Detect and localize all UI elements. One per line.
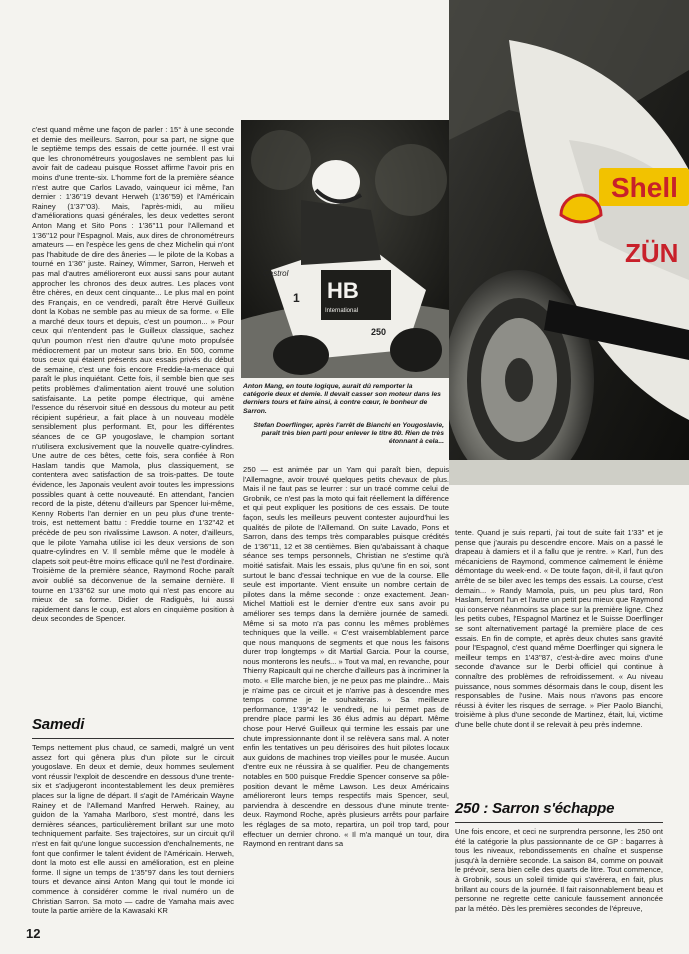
column-1-bottom-text: Temps nettement plus chaud, ce samedi, malgré un vent assez fort qui gênera plus d'un pilote sur le circuit yougoslave. En deux et demie, deux hommes seulement vont réussir l'exploit de descendre en dessous d'une trente-six et s'adjugeront incontestablement les deux premières places sur la ligne de départ. Il s'agit de l'Américain Wayne Rainey et de l'Allemand Manfred Herweh. Rainey, au guidon de la Yamaha Marlboro, s'est montré, dans les dernières séances, particulièrement brillant sur une moto techniquement parfaite. Ses trajectoires, sur un circuit qu'il n'est en fait qu'une longue succession d'enchaînements, ne font que confirmer le talent évident de l'Américain. Herweh, dont la moto est elle aussi en amélioration, est en pleine forme. Il signe un temps de 1'35''97 dans les tout derniers tours et devance ainsi Anton Mang qui tout le monde ici commence à considérer comme le rival numéro un de Christian Sarron. Sa moto — cadre de Yamaha mais avec toute la partie arrière de la Kawasaki KR xyxy=(32,743,234,916)
shell-logo xyxy=(599,168,689,206)
photo-shell-motorcycle xyxy=(449,0,689,485)
caption-anton-mang: Anton Mang, en toute logique, aurait dû remporter la catégorie deux et demie. Il devait casser son moteur dans les derniers tours et faire ainsi, à contre cœur, le bonheur de Sarron. xyxy=(243,383,441,415)
caption-stefan-doerflinger: Stefan Doerflinger, après l'arrêt de Bianchi en Yougoslavie, paraît très bien parti pour enlever le titre 80. Rien de très étonnant à cela... xyxy=(253,422,444,446)
shell-motorcycle-illustration xyxy=(449,0,689,485)
photo-anton-mang xyxy=(241,120,449,378)
heading-250-sarron: 250 : Sarron s'échappe xyxy=(455,800,615,817)
column-3-top-text: tente. Quand je suis reparti, j'ai tout de suite fait 1'33'' et je pense que j'aurais pu descendre encore. Mais on a passé le drapeau à damiers et il a fallu que je rentre. » Karl, l'un des mécaniciens de Raymond, commence calmement le énième démontage du week-end. « De toute façon, dit-il, il faut qu'on arrête de se biler avec les temps des essais. La course, c'est demain... » Randy Mamola, puis, un peu plus tard, Ron Haslam, feront l'un et l'autre un petit peu mieux que Raymond qui conserve néanmoins sa place sur la première ligne. Chez les petits cubes, l'Espagnol Martinez et le Suisse Doerflinger se sont alternativement partagé la première place de ces essais. En fin de compte, et après deux chutes sans gravité pour l'Espagnol, c'est quand même Doerflinger qui signera le meilleur temps en 1'43''87, c'est-à-dire avec moins d'une seconde d'avance sur le Derbi officiel qui continue à connaître des problèmes de refroidissement. « Au niveau puissance, nous sommes désormais dans le coup, disent les responsables de l'usine. Mais nous n'avons pas encore réussi à éviter les risques de serrage. » Pier Paolo Bianchi, troisième à plus d'une seconde de Martinez, était, lui, victime d'une belle chute dont il se relevait à peu près indemne. xyxy=(455,528,663,729)
heading-rule-250 xyxy=(455,822,663,823)
column-3-bottom-text: Une fois encore, et ceci ne surprendra personne, les 250 ont été la catégorie la plus passionnante de ce GP : bagarres à tous les niveaux, rebondissements en chaîne et suspense jusqu'à la dernière seconde. La saison 84, comme on pouvait le prévoir, sera bien celle des quarts de litre. Tout commence, à Grobnik, sous un soleil timide qui s'avérera, en fait, plus brillant au cours de la journée. Il fait raisonnablement beau et personne ne regrette cette canicule faussement annoncée par la météo. Dès les premières secondes de l'épreuve, xyxy=(455,827,663,913)
svg-text:HB: HB xyxy=(327,278,359,303)
svg-text:1: 1 xyxy=(293,291,300,305)
heading-samedi: Samedi xyxy=(32,716,85,733)
column-1-top-text: c'est quand même une façon de parler : 15° à une seconde et demie des meilleurs. Sarron, pour sa part, ne signe que le septième temps des essais de cette journée. Il est vrai que les chronométreurs yougoslaves ne semblent pas lui avoir fait de cadeau puisque Rosset affirme l'avoir pris en moins d'une trente-six. L'homme fort de la première séance n'est autre que Carlos Lavado, vainqueur ici même, l'an dernier : 1'36''19 devant Herweh (1'36''59) et l'Américain Rainey (1'37''03). Mais, l'après-midi, au milieu d'améliorations quasi générales, les deux vedettes seront Anton Mang et Sito Pons : 1'36''11 pour l'Allemand et 1'36''12 pour l'Espagnol. Mais, aux dires de chronométreurs amateurs — en l'espèce les gens de chez Michelin qui n'ont pas l'habitude de dire des âneries — le pilote de la Kobas a tourné en 1'36'' juste. Rainey, Wimmer, Sarron, Herweh et pas mal d'autres amélioreront eux aussi sans pour autant approcher les chronos des deux autres. Les places vont être chères, en deux cent cinquante... Le plus mal en point des Français, en ce vendredi, paraît être Hervé Guilleux dont la Kobas ne semble pas au mieux de sa forme. « Elle a marché deux tours et depuis, c'est un poumon... » Pour ceux qui n'entendent pas le Guilleux classique, sachez qu'un poumon n'est rien d'autre qu'une moto propulsée médiocrement par un moteur sans brio. En 500, comme tous ceux qui étaient présents aux essais privés du début de semaine, c'est une fois encore Freddie-la-menace qui paraît le plus inquiétant. Cette fois, il semble bien que ses petits problèmes d'alimentation aient trouvé une solution satisfaisante. La petite pompe électrique, qui amène l'essence du réservoir situé en dessous du moteur au petit récipient supérieur, a fait place à un nouveau modèle sensiblement plus performant. Et, pour les différentes séances de ce GP yougoslave, le champion sortant n'utilisera exclusivement que la nouvelle quatre-cylindres. Une autre de ces bêtes, cette fois, sera confiée à Ron Haslam tandis que Mamola, plus classiquement, se contentera avec satisfaction de sa trois-pattes. De toute évidence, les Japonais veulent avoir toutes les impressions possibles quant à cette nouveauté. En attendant, l'ancien record de la piste, détenu d'ailleurs par Spencer lui-même, Kenny Roberts l'an dernier en un peu plus d'une trente-trois, est nettement battu : Freddie tourne en 1'32''42 et précède de peu son rivalissime Lawson. A noter, d'ailleurs, que le pilote Yamaha utilise ici les deux versions de son quatre-cylindres en V. Il semble même que le modèle à clapets soit peut-être moins efficace qu'il ne l'est d'ordinaire. Troisième de la première séance, Raymond Roche paraît avoir oublié sa déconvenue de la semaine dernière. Il tourne en 1'33''62 sur une moto qui n'est pas encore au mieux de sa forme. Didier de Radiguès, lui aussi rapidement dans le coup, est alors en cinquième position à deux secondes de Spencer. xyxy=(32,125,234,624)
page-number: 12 xyxy=(26,926,41,941)
svg-text:ZÜN: ZÜN xyxy=(625,238,679,268)
heading-rule-samedi xyxy=(32,738,234,739)
svg-text:Castrol: Castrol xyxy=(263,269,289,278)
svg-text:Shell: Shell xyxy=(611,172,678,203)
anton-mang-illustration xyxy=(241,120,449,378)
column-2-text: 250 — est animée par un Yam qui paraît bien, depuis l'Allemagne, avoir trouvé quelques petits chevaux de plus. Mais il ne faut pas se leurrer : sur un tracé comme celui de Grobnik, ce n'est pas la moto qui fait réellement la différence et qui peut expliquer les positions de ces essais. De toute façon, seuls les meilleurs peuvent contester aujourd'hui les qualités de pilote de l'Allemand. On suite Lavado, Pons et Sarron, dans des temps très comparables puisque crédités de 1'36''11, 12 et 38 centièmes. Bien qu'abaissant à chaque séance ses temps personnels, Christian ne s'estime qu'à moitié satisfait. Mais les essais, plus qu'une fin en soi, sont surtout le banc d'essai technique en vue de la course. Elle seule est importante. Vient ensuite un nombre certain de pilotes dans la même seconde : onze exactement. Jean-Michel Mattioli est le dernier d'entre eux sans avoir pu améliorer ses temps dans la dernière journée de samedi. Même si sa moto n'a pas connu les mêmes problèmes techniques que la veille. « C'est vraisemblablement parce que nous manquons de segments et que nous les faisons durer trop longtemps » dit Martial Garcia. Pour la course, nous monterons les neufs... » Tout va mal, en revanche, pour Thierry Rapicault qui ne cherche d'ailleurs pas à incriminer la moto. « Elle marche bien, je ne peux pas me plaindre... Mais je n'aime pas ce circuit et je n'arrive pas à descendre mes temps comme je le souhaiterais. » Sa meilleure performance, 1'39''42 le vendredi, ne lui permet pas de prendre place parmi les 36 élus admis au départ. Même chose pour Hervé Guilleux qui termine les essais par une chute impressionnante dont il se relèvera sans mal. A noter enfin les tentatives un peu dérisoires des huit pilotes locaux aux guidons de machines trop vieilles pour le musée. Aucun d'entre eux ne réussira à se qualifier. Peu de changements notables en 500 puisque Freddie Spencer conserve sa pôle-position devant le même Lawson. Les deux Américains amélioreront leurs temps respectifs mais Spencer, seul, parviendra à descendre en dessous d'une minute trente-deux. Raymond Roche, après plusieurs arrêts pour parfaire les réglages de sa moto, repartira, un poil trop tard, pour effectuer un dernier chrono. « Il m'a manqué un tour, dira Raymond en rentrant dans sa xyxy=(243,465,449,849)
svg-text:International: International xyxy=(325,308,359,314)
svg-text:250: 250 xyxy=(371,327,387,337)
